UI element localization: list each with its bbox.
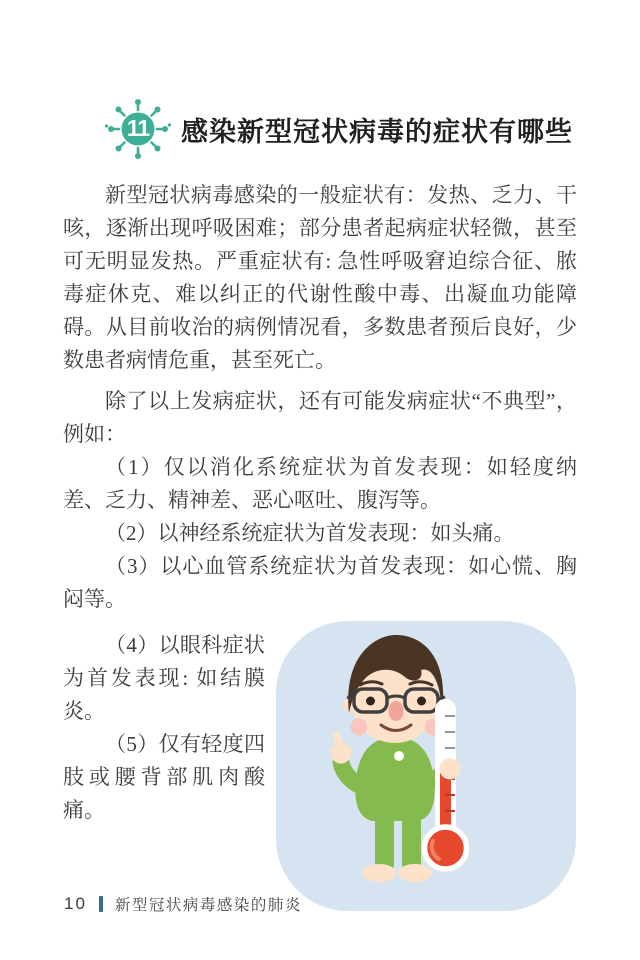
footer-divider [99, 896, 103, 912]
list-item-ophthalmic: （4）以眼科症状为首发表现: 如结膜炎。 [63, 633, 265, 723]
section-title: 感染新型冠状病毒的症状有哪些 [181, 116, 573, 147]
paragraph-atypical-intro: 除了以上发病症状，还有可能发病症状“不典型”，例如： [63, 389, 577, 446]
page-number: 10 [64, 894, 87, 913]
paragraph-general-symptoms: 新型冠状病毒感染的一般症状有：发热、乏力、干咳，逐渐出现呼吸困难；部分患者起病症状轻微，甚至可无明显发热。严重症状有: 急性呼吸窘迫综合征、脓毒症休克、难以纠正的代谢性酸中毒、出凝血功能障碍。从目前收治的病例情况看，多数患者预后良好，少数患者病情危重，甚至死亡。 [63, 183, 577, 372]
virus-badge-icon [105, 96, 171, 162]
section-header [63, 96, 577, 162]
footer-book-title: 新型冠状病毒感染的肺炎 [114, 897, 302, 914]
list-item-cardiovascular: （3）以心血管系统症状为首发表现：如心慌、胸闷等。 [63, 554, 577, 611]
text-and-illustration-row [63, 621, 577, 911]
page-footer [64, 893, 302, 915]
list-item-digestive: （1）仅以消化系统症状为首发表现：如轻度纳差、乏力、精神差、恶心呕吐、腹泻等。 [63, 455, 577, 512]
man-holding-thermometer-illustration [275, 621, 577, 911]
list-item-nervous: （2）以神经系统症状为首发表现：如头痛。 [105, 521, 515, 545]
section-number: 11 [126, 114, 150, 141]
list-item-muscle-ache: （5）仅有轻度四肢或腰背部肌肉酸痛。 [63, 732, 265, 822]
side-text-column [63, 621, 265, 827]
thermometer-man-drawing [275, 621, 577, 911]
